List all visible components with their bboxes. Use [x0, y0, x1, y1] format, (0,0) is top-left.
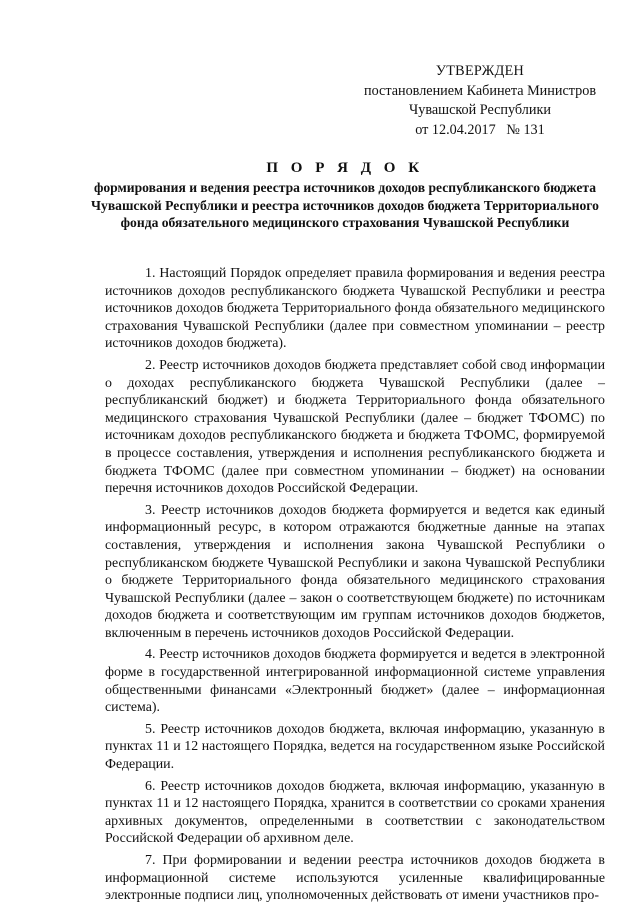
paragraph-4: 4. Реестр источников доходов бюджета формируется и ведется в электронной форме в государственной интегрированной информационной системе управления общественными финансами «Электронный бюджет» (далее – информационная система).: [105, 647, 605, 716]
document-title-block: [90, 157, 600, 232]
approval-republic: Чувашской Республики: [409, 102, 551, 118]
document-title: П О Р Я Д О К: [266, 160, 424, 176]
paragraph-3: 3. Реестр источников доходов бюджета формируется и ведется как единый информационный ресурс, в котором отражаются бюджетные данные на этапах составления, утверждения и исполнения закона Чувашской Республики о республиканском бюджете Чувашской Республики и закона Чувашской Республики о бюджете Территориального фонда обязательного медицинского страхования Чувашской Республики (далее – закон о соответствующем бюджете) по источникам доходов бюджета и соответствующим им группам источников доходов бюджетов, включенным в перечень источников доходов Российской Федерации.: [105, 502, 605, 641]
paragraph-7: 7. При формировании и ведении реестра источников доходов бюджета в информационной системе используются усиленные квалифицированные электронные подписи лиц, уполномоченных действовать от имени участников про-: [105, 853, 605, 904]
paragraph-2: 2. Реестр источников доходов бюджета представляет собой свод информации о доходах республиканского бюджета Чувашской Республики (далее – республиканский бюджет) и бюджета Территориального фонда обязательного медицинского страхования Чувашской Республики (далее – бюджет ТФОМС) по источникам доходов республиканского бюджета и бюджета ТФОМС, формируемой в процессе составления, утверждения и исполнения республиканского бюджета и бюджета ТФОМС (далее при совместном упоминании – бюджет) на основании перечня источников доходов Российской Федерации.: [105, 357, 605, 497]
approval-stamp-block: [355, 62, 605, 140]
paragraph-5: 5. Реестр источников доходов бюджета, включая информацию, указанную в пунктах 11 и 12 настоящего Порядка, ведется на государственном языке Российской Федерации.: [105, 721, 605, 773]
document-body: [105, 265, 605, 905]
approval-issuer: постановлением Кабинета Министров: [363, 82, 597, 99]
document-subtitle: формирования и ведения реестра источников доходов республиканского бюджета Чувашской Республики и реестра источников доходов бюджета Территориального фонда обязательного медицинского страхования Чувашской Республики: [91, 180, 599, 231]
paragraph-1: 1. Настоящий Порядок определяет правила формирования и ведения реестра источников доходов республиканского бюджета Чувашской Республики и реестра источников доходов бюджета Территориального фонда обязательного медицинского страхования Чувашской Республики (далее при совместном упоминании – реестр источников доходов бюджета).: [105, 266, 605, 352]
approval-date-number: от 12.04.2017 № 131: [415, 121, 545, 138]
paragraph-6: 6. Реестр источников доходов бюджета, включая информацию, указанную в пунктах 11 и 12 настоящего Порядка, хранится в соответствии со сроками хранения архивных документов, определенными в соответствии с законодательством Российской Федерации об архивном деле.: [105, 778, 605, 847]
approval-heading: УТВЕРЖДЕН: [435, 63, 525, 79]
